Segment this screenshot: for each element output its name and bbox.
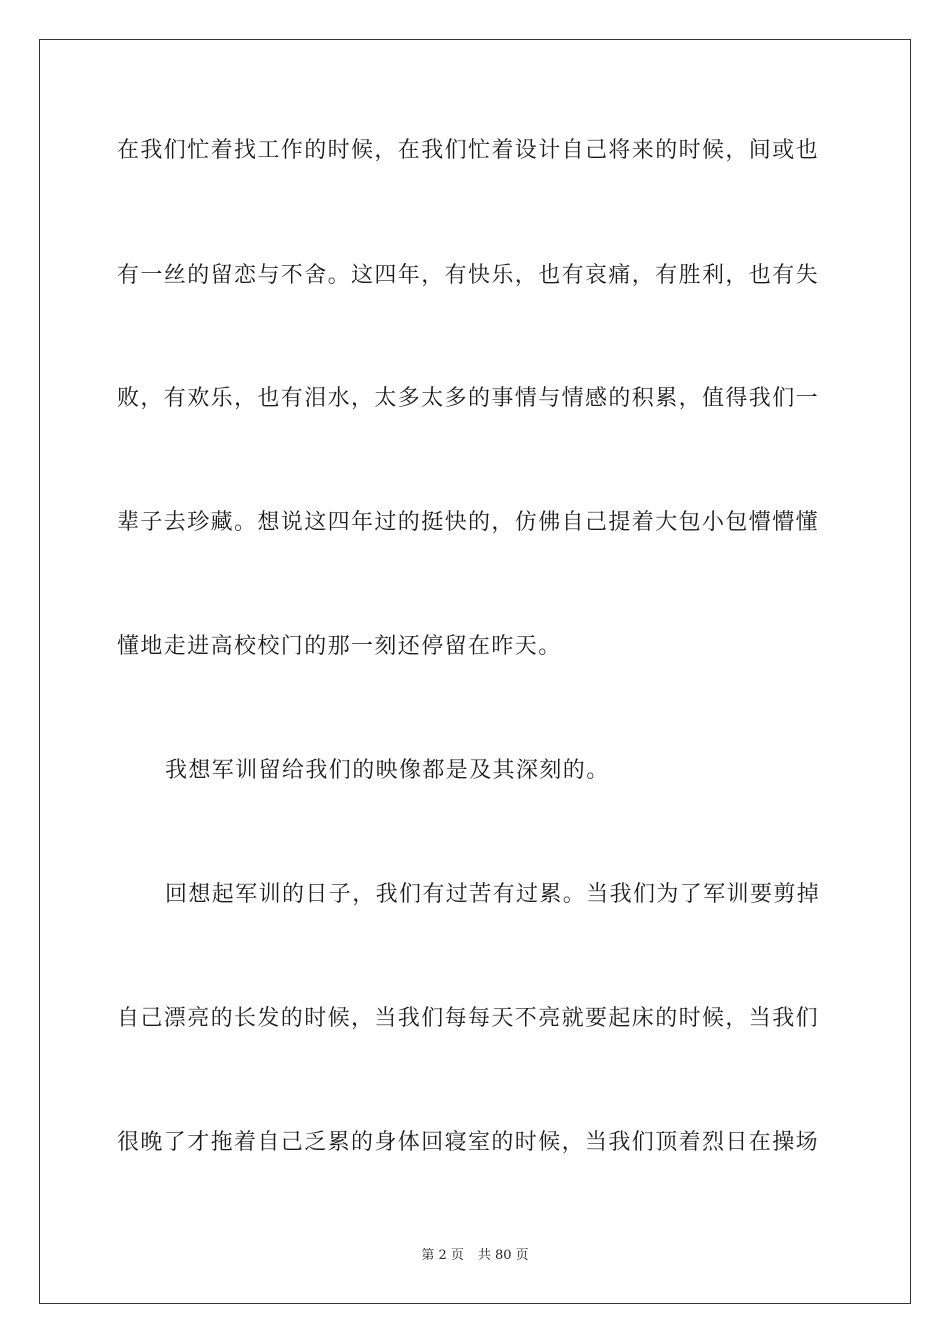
paragraph-line: 在我们忙着找工作的时候，在我们忙着设计自己将来的时候，间或也 bbox=[117, 138, 820, 163]
page-footer bbox=[0, 1247, 950, 1265]
paragraph-line: 回想起军训的日子，我们有过苦有过累。当我们为了军训要剪掉 bbox=[165, 882, 821, 907]
total-pages: 共 80 页 bbox=[477, 1248, 529, 1263]
paragraph-line: 自己漂亮的长发的时候，当我们每每天不亮就要起床的时候，当我们 bbox=[117, 1006, 820, 1031]
paragraph-line: 懂地走进高校校门的那一刻还停留在昨天。 bbox=[117, 634, 562, 659]
paragraph-line: 很晚了才拖着自己乏累的身体回寝室的时候，当我们顶着烈日在操场 bbox=[117, 1130, 820, 1155]
paragraph-line: 辈子去珍藏。想说这四年过的挺快的，仿佛自己提着大包小包懵懵懂 bbox=[117, 510, 820, 535]
paragraph-line: 我想军训留给我们的映像都是及其深刻的。 bbox=[165, 758, 610, 783]
page-border bbox=[39, 39, 911, 1304]
paragraph-line: 败，有欢乐，也有泪水，太多太多的事情与情感的积累，值得我们一 bbox=[117, 386, 820, 411]
page-number: 第 2 页 bbox=[421, 1248, 464, 1263]
paragraph-line: 有一丝的留恋与不舍。这四年，有快乐，也有哀痛，有胜利，也有失 bbox=[117, 263, 820, 288]
